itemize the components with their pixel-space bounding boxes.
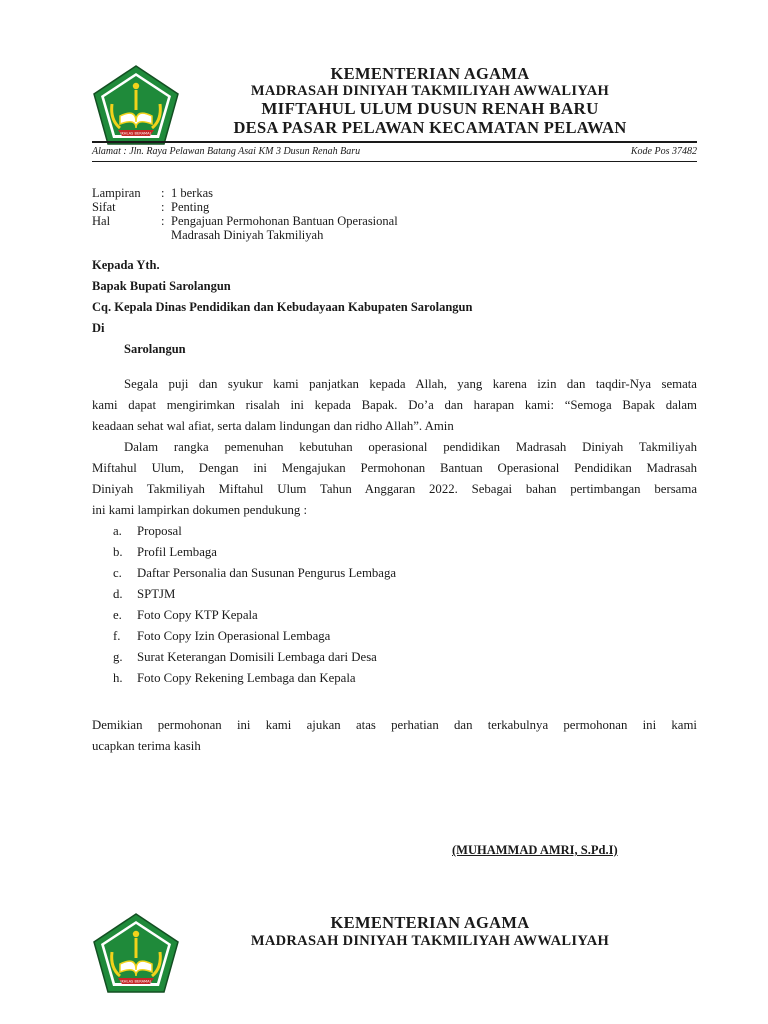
paragraph-line: kami dapat mengirimkan risalah ini kepada Bapak. Do’a dan harapan kami: “Semoga Bapak dalam xyxy=(92,398,697,412)
addressee-cq: Cq. Kepala Dinas Pendidikan dan Kebudayaan Kabupaten Sarolangun xyxy=(92,300,473,314)
address-bar xyxy=(92,146,697,157)
addressee-to: Kepada Yth. xyxy=(92,258,160,272)
meta-value: Madrasah Diniyah Takmiliyah xyxy=(171,228,324,242)
list-item: e. Foto Copy KTP Kepala xyxy=(113,608,258,622)
letterhead-line-ministry: KEMENTERIAN AGAMA xyxy=(330,64,530,83)
signature-name: (MUHAMMAD AMRI, S.Pd.I) xyxy=(452,843,618,857)
meta-row-subject: Hal : Pengajuan Permohonan Bantuan Operasional xyxy=(92,214,398,228)
attachment-list xyxy=(113,521,396,689)
letter-meta xyxy=(92,186,398,242)
meta-value: 1 berkas xyxy=(171,186,213,200)
logo-ribbon-text: IKHLAS BERAMAL xyxy=(120,979,152,984)
list-item: a. Proposal xyxy=(113,524,182,538)
body-paragraph-2 xyxy=(92,437,697,521)
postal-code: Kode Pos 37482 xyxy=(630,146,697,157)
addressee-di: Di xyxy=(92,321,105,335)
body-paragraph-1 xyxy=(92,374,697,437)
list-item: h. Foto Copy Rekening Lembaga dan Kepala xyxy=(113,671,356,685)
list-item: f. Foto Copy Izin Operasional Lembaga xyxy=(113,629,331,643)
meta-row-attachment: Lampiran : 1 berkas xyxy=(92,186,213,200)
letterhead-rule-top xyxy=(92,141,697,143)
list-item: g. Surat Keterangan Domisili Lembaga dari Desa xyxy=(113,650,377,664)
letterhead-line-school: MIFTAHUL ULUM DUSUN RENAH BARU xyxy=(261,99,599,118)
letterhead-rule-bottom xyxy=(92,161,697,162)
paragraph-line: Segala puji dan syukur kami panjatkan kepada Allah, yang karena izin dan taqdir-Nya semata xyxy=(124,377,697,391)
addressee-place: Sarolangun xyxy=(124,342,186,356)
logo-ribbon-text: IKHLAS BERAMAL xyxy=(120,131,152,136)
list-item: d. SPTJM xyxy=(113,587,176,601)
meta-key xyxy=(92,228,161,242)
page2-letterhead-line-ministry: KEMENTERIAN AGAMA xyxy=(330,913,530,932)
meta-key: Lampiran xyxy=(92,186,141,200)
meta-value: Pengajuan Permohonan Bantuan Operasional xyxy=(171,214,398,228)
paragraph-line: Demikian permohonan ini kami ajukan atas perhatian dan terkabulnya permohonan ini kami xyxy=(92,718,697,732)
paragraph-line: Diniyah Takmiliyah Miftahul Ulum Tahun Anggaran 2022. Sebagai bahan pertimbangan bersama xyxy=(92,482,697,496)
meta-value: Penting xyxy=(171,200,210,214)
paragraph-line: Dalam rangka pemenuhan kebutuhan operasional pendidikan Madrasah Diniyah Takmiliyah xyxy=(124,440,697,454)
list-item: b. Profil Lembaga xyxy=(113,545,217,559)
addressee-name: Bapak Bupati Sarolangun xyxy=(92,279,231,293)
address-text: Alamat : Jln. Raya Pelawan Batang Asai KM 3 Dusun Renah Baru xyxy=(92,146,361,157)
paragraph-line: Miftahul Ulum, Dengan ini Mengajukan Permohonan Bantuan Operasional Pendidikan Madrasah xyxy=(92,461,697,475)
paragraph-line: keadaan sehat wal afiat, serta dalam lindungan dan ridho Allah”. Amin xyxy=(92,419,454,433)
letterhead-line-village: DESA PASAR PELAWAN KECAMATAN PELAWAN xyxy=(233,118,627,137)
list-item: c. Daftar Personalia dan Susunan Pengurus Lembaga xyxy=(113,566,397,580)
meta-row-nature: Sifat : Penting xyxy=(92,200,210,214)
paragraph-line: ini kami lampirkan dokumen pendukung : xyxy=(92,503,308,517)
meta-key: Sifat xyxy=(92,200,116,214)
meta-row-subject-cont xyxy=(92,228,398,242)
closing-paragraph xyxy=(92,715,697,757)
paragraph-line: ucapkan terima kasih xyxy=(92,739,201,753)
page2-letterhead-line-madrasah: MADRASAH DINIYAH TAKMILIYAH AWWALIYAH xyxy=(250,933,610,949)
letterhead-line-madrasah: MADRASAH DINIYAH TAKMILIYAH AWWALIYAH xyxy=(250,83,610,99)
meta-key: Hal xyxy=(92,214,111,228)
